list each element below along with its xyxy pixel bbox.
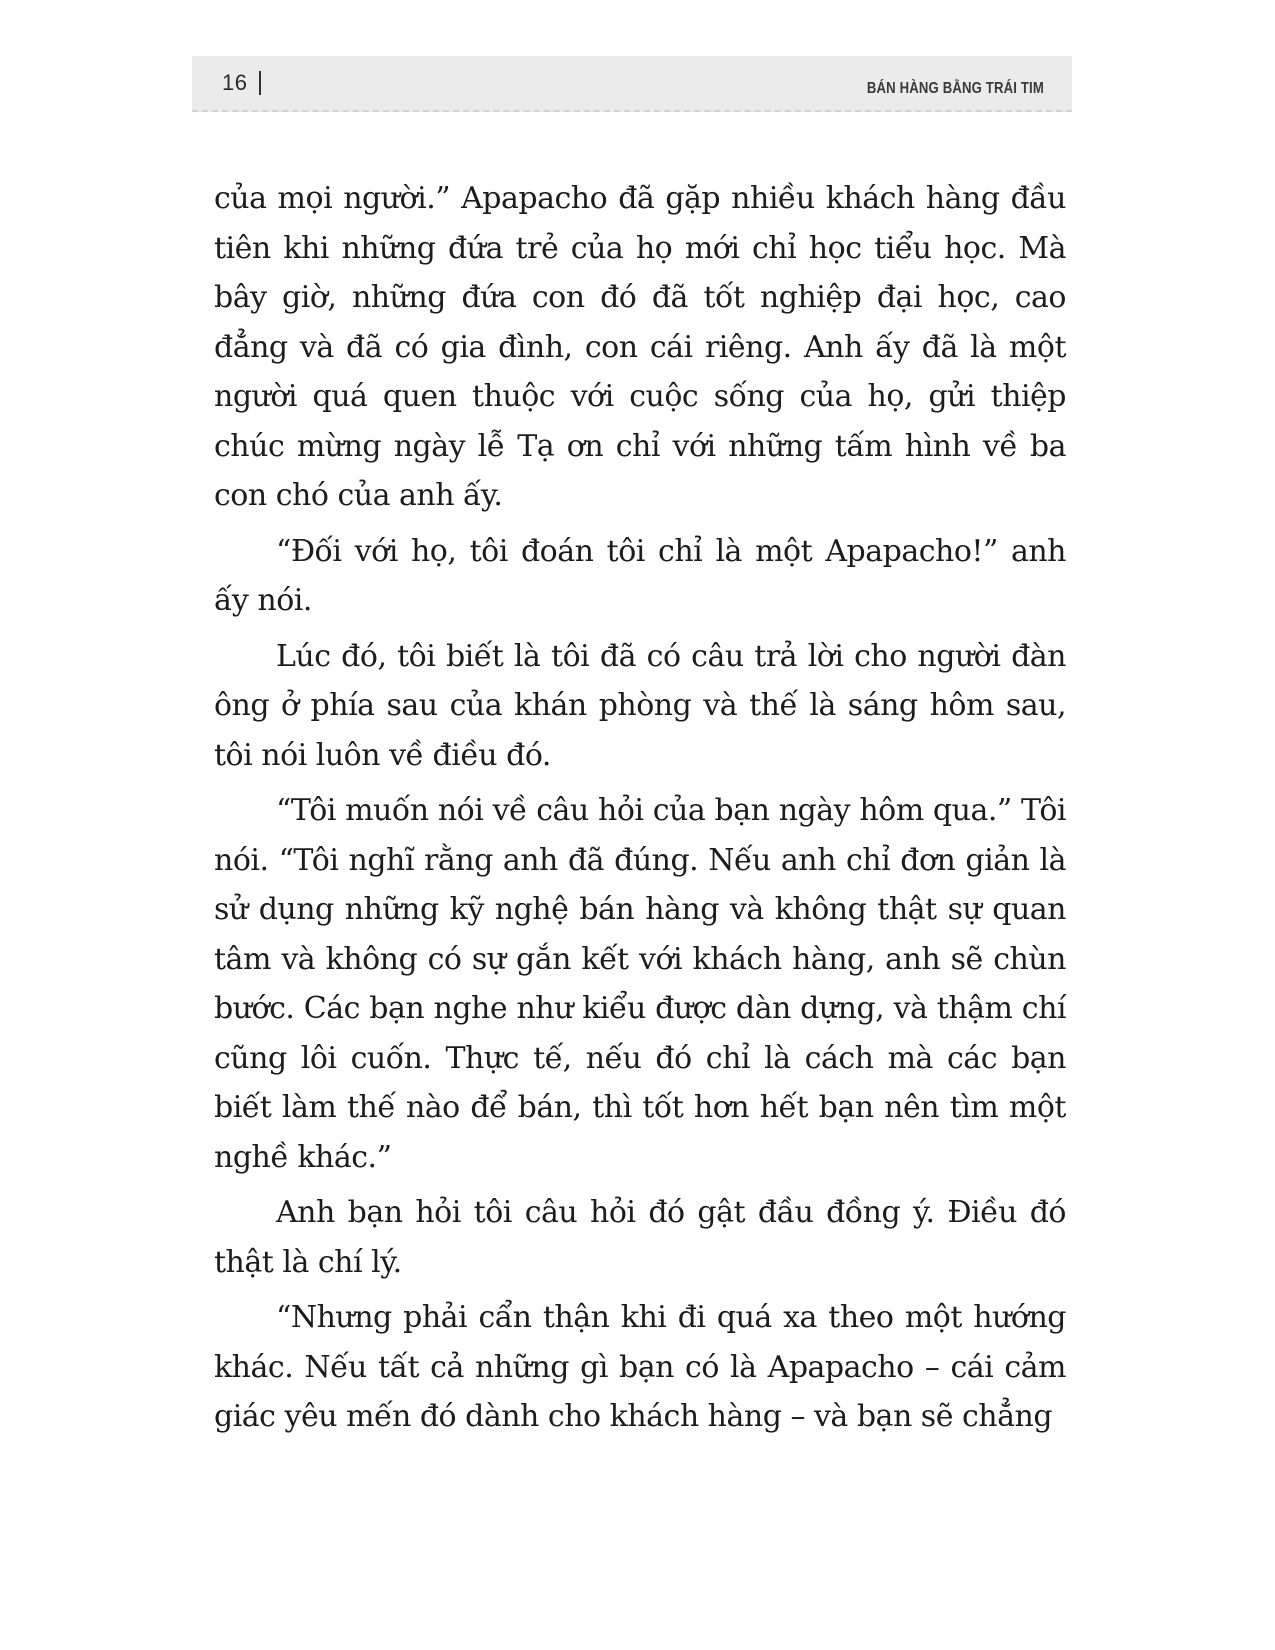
- paragraph: “Nhưng phải cẩn thận khi đi quá xa theo một hướng khác. Nếu tất cả những gì bạn có là Apapacho – cái cảm giác yêu mến đó dành cho khách hàng – và bạn sẽ chẳng: [214, 1300, 1066, 1434]
- paragraph: “Đối với họ, tôi đoán tôi chỉ là một Apapacho!” anh ấy nói.: [214, 533, 1066, 618]
- paragraph-continuation: của mọi người.” Apapacho đã gặp nhiều khách hàng đầu tiên khi những đứa trẻ của họ mới chỉ học tiểu học. Mà bây giờ, những đứa con đó đã tốt nghiệp đại học, cao đẳng và đã có gia đình, con cái riêng. Anh ấy đã là một người quá quen thuộc với cuộc sống của họ, gửi thiệp chúc mừng ngày lễ Tạ ơn chỉ với những tấm hình về ba con chó của anh ấy.: [214, 181, 1066, 513]
- running-header: [192, 56, 1072, 112]
- page-number: 16: [222, 70, 248, 95]
- paragraph: Anh bạn hỏi tôi câu hỏi đó gật đầu đồng ý. Điều đó thật là chí lý.: [214, 1195, 1066, 1280]
- book-title: BÁN HÀNG BẰNG TRÁI TIM: [866, 80, 1044, 97]
- paragraph: Lúc đó, tôi biết là tôi đã có câu trả lời cho người đàn ông ở phía sau của khán phòng và thế là sáng hôm sau, tôi nói luôn về điều đó.: [214, 638, 1066, 773]
- paragraph: “Tôi muốn nói về câu hỏi của bạn ngày hôm qua.” Tôi nói. “Tôi nghĩ rằng anh đã đúng. Nếu anh chỉ đơn giản là sử dụng những kỹ nghệ bán hàng và không thật sự quan tâm và không có sự gắn kết với khách hàng, anh sẽ chùn bước. Các bạn nghe như kiểu được dàn dựng, và thậm chí cũng lôi cuốn. Thực tế, nếu đó chỉ là cách mà các bạn biết làm thế nào để bán, thì tốt hơn hết bạn nên tìm một nghề khác.”: [214, 793, 1066, 1175]
- body-text: [214, 174, 1066, 1442]
- header-divider: [259, 71, 261, 95]
